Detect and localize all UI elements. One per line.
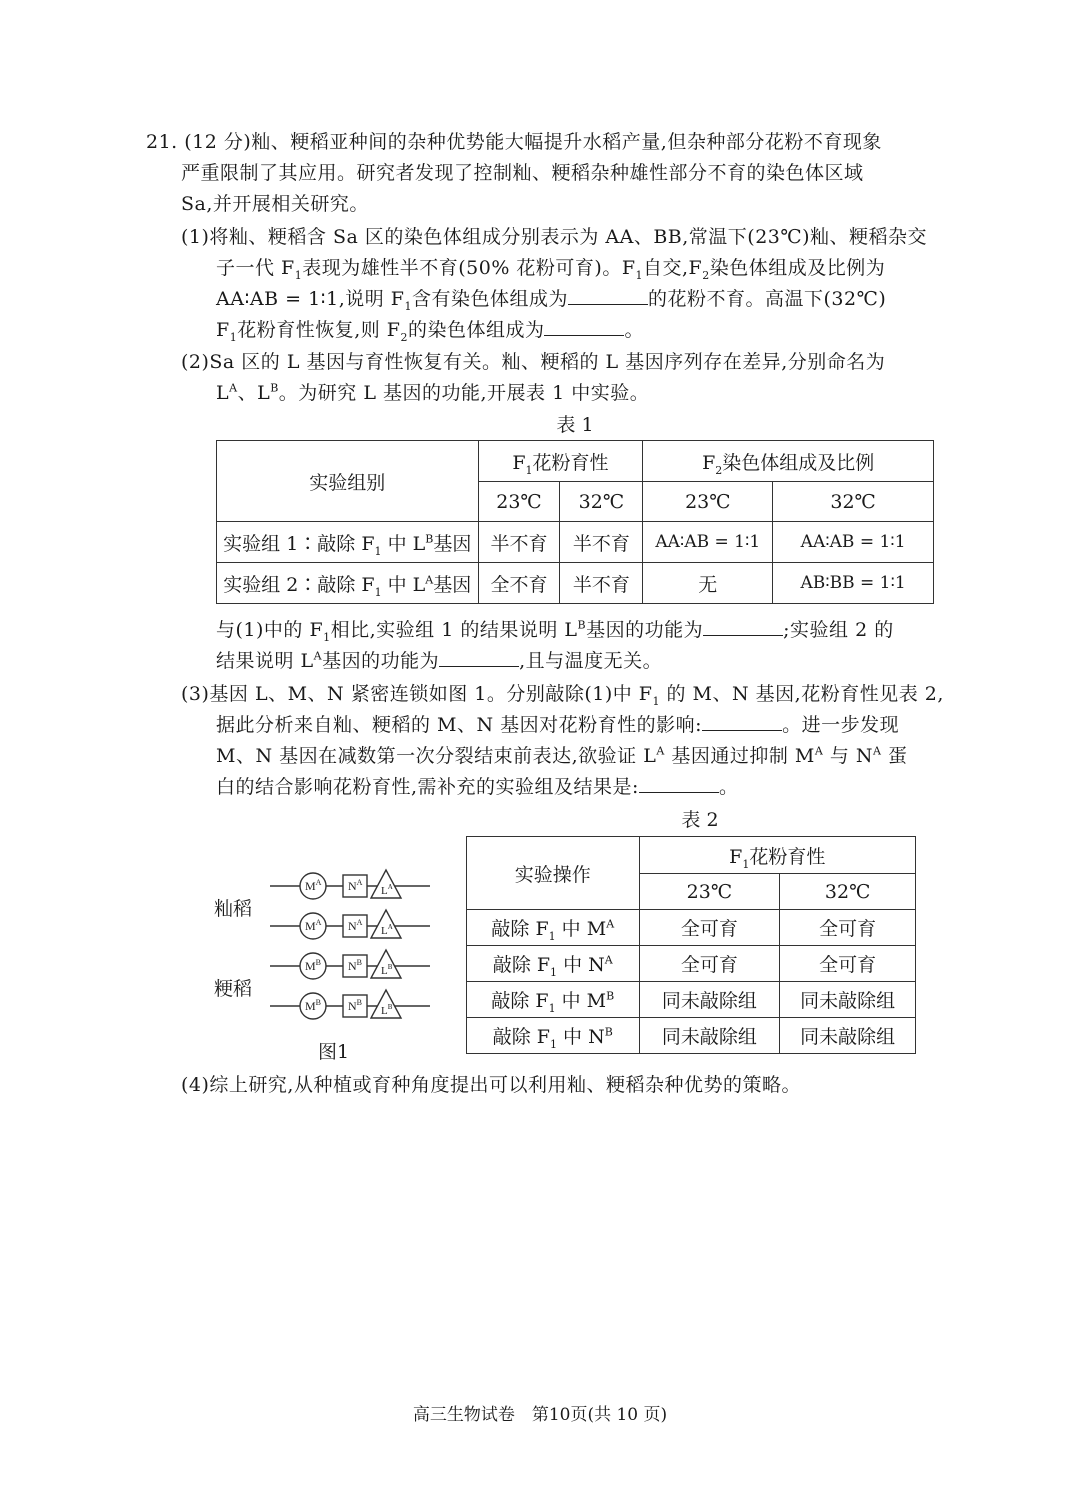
- answer-blank-5[interactable]: [702, 712, 782, 731]
- table-cell: 半不育: [560, 563, 643, 604]
- table1-temp: 32℃: [560, 482, 643, 522]
- table2-temp: 23℃: [639, 874, 780, 910]
- gene-m-label: $M^A$: [305, 878, 322, 893]
- gene-l-label: $L^A$: [381, 923, 393, 937]
- part1-line-3: AA∶AB = 1∶1,说明 $F_1$含有染色体组成为 的花粉不育。高温下(32℃): [216, 288, 887, 313]
- table-1: [216, 440, 934, 604]
- table-row: [217, 522, 934, 563]
- table-row: [467, 946, 916, 982]
- label-indica: 籼稻: [214, 898, 253, 920]
- table1-temp: 32℃: [773, 482, 934, 522]
- question-line-1: 21. (12 分)籼、粳稻亚种间的杂种优势能大幅提升水稻产量,但杂种部分花粉不育现象: [146, 131, 882, 153]
- table-cell: 同未敲除组: [780, 1018, 916, 1054]
- table2-op: 敲除 $F_1$ 中 $N^B$: [467, 1018, 640, 1054]
- table-cell: 同未敲除组: [780, 982, 916, 1018]
- answer-blank-4[interactable]: [439, 648, 519, 667]
- question-number: 21.: [146, 131, 178, 153]
- gene-n-label: $N^B$: [348, 958, 363, 973]
- gene-l-label: $L^B$: [381, 1003, 393, 1017]
- answer-blank-6[interactable]: [639, 774, 719, 793]
- part2-after-line-2: 结果说明 $L^A$基因的功能为 ,且与温度无关。: [216, 649, 663, 672]
- table2-header-op: 实验操作: [467, 837, 640, 910]
- table-row: [467, 982, 916, 1018]
- gene-n-label: $N^A$: [348, 918, 363, 933]
- gene-n-label: $N^A$: [348, 878, 363, 893]
- table1-caption: 表 1: [556, 414, 594, 436]
- table2-op: 敲除 $F_1$ 中 $M^A$: [467, 910, 640, 946]
- table2-temp: 32℃: [780, 874, 916, 910]
- question-line-2: 严重限制了其应用。研究者发现了控制籼、粳稻杂种雄性部分不育的染色体区域: [181, 162, 864, 184]
- gene-m-label: $M^B$: [305, 998, 322, 1013]
- table1-row2-label: 实验组 2∶敲除 $F_1$ 中 $L^A$基因: [217, 563, 479, 604]
- chromosome-indica-2: [270, 910, 430, 939]
- part4-line-1: (4)综上研究,从种植或育种角度提出可以利用籼、粳稻杂种优势的策略。: [181, 1074, 801, 1096]
- figure1-caption: 图1: [318, 1041, 350, 1063]
- part3-line-4: 白的结合影响花粉育性,需补充的实验组及结果是: 。: [216, 776, 739, 798]
- gene-l-label: $L^B$: [381, 963, 393, 977]
- table-2: [466, 836, 916, 1054]
- table1-row1-label: 实验组 1∶敲除 $F_1$ 中 $L^B$基因: [217, 522, 479, 563]
- chromosome-japonica-2: [270, 990, 430, 1019]
- part3-line-1: (3)基因 L、M、N 紧密连锁如图 1。分别敲除(1)中 $F_1$ 的 M、N 基因,花粉育性见表 2,: [181, 683, 944, 708]
- table2-op: 敲除 $F_1$ 中 $N^A$: [467, 946, 640, 982]
- part3-line-2: 据此分析来自籼、粳稻的 M、N 基因对花粉育性的影响: 。进一步发现: [216, 714, 900, 736]
- part1-line-4: $F_1$花粉育性恢复,则 $F_2$的染色体组成为 。: [216, 319, 644, 344]
- table-cell: 全可育: [639, 910, 780, 946]
- table1-header-f2: $F_2$染色体组成及比例: [643, 441, 934, 482]
- part1-line-1: (1)将籼、粳稻含 Sa 区的染色体组成分别表示为 AA、BB,常温下(23℃)籼、粳稻杂交: [181, 226, 928, 248]
- table-row: [467, 910, 916, 946]
- table-cell: AA∶AB = 1∶1: [643, 522, 773, 563]
- table2-op: 敲除 $F_1$ 中 $M^B$: [467, 982, 640, 1018]
- table1-header-f1: $F_1$花粉育性: [478, 441, 643, 482]
- table1-header-group: 实验组别: [217, 441, 479, 522]
- table-cell: 全不育: [478, 563, 560, 604]
- question-line-3: Sa,并开展相关研究。: [181, 193, 369, 215]
- label-japonica: 粳稻: [214, 978, 253, 1000]
- answer-blank-1[interactable]: [568, 286, 648, 305]
- table-row: [467, 1018, 916, 1054]
- table-cell: 全可育: [639, 946, 780, 982]
- table-cell: 全可育: [780, 946, 916, 982]
- gene-l-label: $L^A$: [381, 883, 393, 897]
- table2-caption: 表 2: [681, 809, 719, 831]
- table-cell: 全可育: [780, 910, 916, 946]
- gene-n-label: $N^B$: [348, 998, 363, 1013]
- answer-blank-3[interactable]: [703, 617, 783, 636]
- table1-temp: 23℃: [643, 482, 773, 522]
- part1-line-2: 子一代 $F_1$表现为雄性半不育(50% 花粉可育)。$F_1$自交$,F_2$染色体组成及比例为: [216, 257, 886, 282]
- table2-header-f1: $F_1$花粉育性: [639, 837, 915, 874]
- part2-line-2: $L^A$、$L^B$。为研究 L 基因的功能,开展表 1 中实验。: [216, 381, 650, 404]
- table-cell: AA∶AB = 1∶1: [773, 522, 934, 563]
- chromosome-japonica-1: [270, 950, 430, 979]
- answer-blank-2[interactable]: [544, 317, 624, 336]
- chromosome-indica-1: [270, 870, 430, 899]
- part2-line-1: (2)Sa 区的 L 基因与育性恢复有关。籼、粳稻的 L 基因序列存在差异,分别命名为: [181, 351, 886, 373]
- table-row: [217, 563, 934, 604]
- table-cell: 半不育: [478, 522, 560, 563]
- page-footer: 高三生物试卷 第10页(共 10 页): [412, 1405, 668, 1425]
- gene-m-label: $M^B$: [305, 958, 322, 973]
- table-cell: 同未敲除组: [639, 1018, 780, 1054]
- part2-after-line-1: 与(1)中的 $F_1$相比,实验组 1 的结果说明 $L^B$基因的功能为 ;实验组 2 的: [216, 618, 894, 644]
- table-cell: 同未敲除组: [639, 982, 780, 1018]
- figure-1-diagram: [260, 862, 440, 1024]
- table-cell: 无: [643, 563, 773, 604]
- table1-temp: 23℃: [478, 482, 560, 522]
- gene-m-label: $M^A$: [305, 918, 322, 933]
- table-cell: 半不育: [560, 522, 643, 563]
- table-cell: AB∶BB = 1∶1: [773, 563, 934, 604]
- part3-line-3: M、N 基因在减数第一次分裂结束前表达,欲验证 $L^A$ 基因通过抑制 $M^A$ 与 $N^A$ 蛋: [216, 744, 908, 767]
